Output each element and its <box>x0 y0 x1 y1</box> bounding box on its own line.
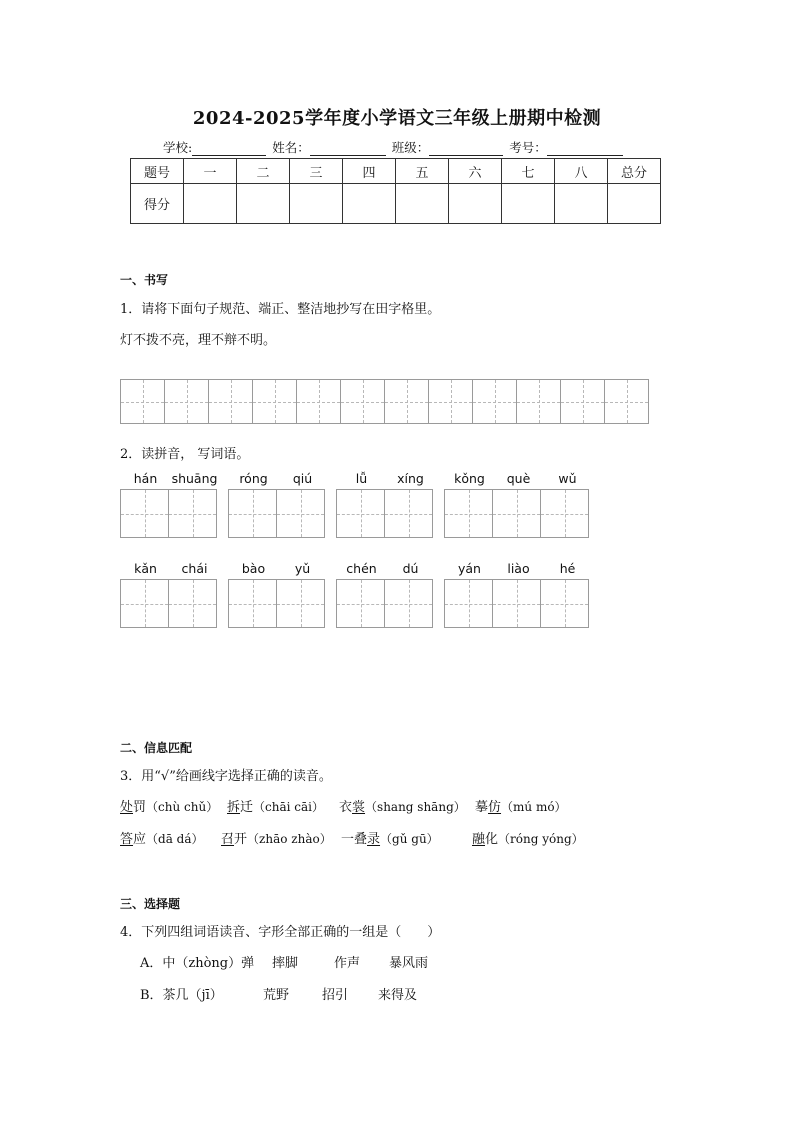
tianzige-cell[interactable] <box>492 579 541 628</box>
pinyin-label: chén <box>346 561 377 576</box>
name-blank[interactable] <box>310 142 386 156</box>
pinyin-choices[interactable]: （dā dá） <box>146 832 204 846</box>
score-table-header-row <box>131 159 661 184</box>
tianzige-cell[interactable] <box>276 579 325 628</box>
section2-heading: 二、信息匹配 <box>120 741 193 755</box>
tianzige-cell[interactable] <box>604 379 649 424</box>
underlined-char: 召 <box>221 832 235 847</box>
tianzige-cell[interactable] <box>340 379 385 424</box>
pinyin-label: kǎn <box>134 561 157 576</box>
underlined-char: 拆 <box>227 800 241 815</box>
pinyin-choices[interactable]: （mú mó） <box>501 800 567 814</box>
question-4: 4．下列四组词语读音、字形全部正确的一组是（ ） <box>120 925 441 940</box>
tianzige-cell[interactable] <box>296 379 341 424</box>
tianzige-cell[interactable] <box>276 489 325 538</box>
option-a-word-4: 暴风雨 <box>389 956 429 971</box>
score-header-cell: 七 <box>502 159 555 184</box>
question-2: 2．读拼音， 写词语。 <box>120 447 250 462</box>
pinyin-group <box>121 471 219 538</box>
question-1: 1．请将下面句子规范、端正、整洁地抄写在田字格里。 <box>120 302 441 317</box>
option-a-word-2: 摔脚 <box>272 956 299 971</box>
tianzige-cell[interactable] <box>516 379 561 424</box>
pinyin-label: chái <box>181 561 208 576</box>
score-cell[interactable] <box>608 184 661 224</box>
score-header-cell: 八 <box>555 159 608 184</box>
class-blank[interactable] <box>429 142 503 156</box>
score-cell[interactable] <box>184 184 237 224</box>
pinyin-label: hán <box>133 471 158 486</box>
reading-item <box>227 796 324 815</box>
score-cell[interactable] <box>502 184 555 224</box>
question-3: 3．用“√”给画线字选择正确的读音。 <box>120 769 332 784</box>
pinyin-label: hé <box>559 561 576 576</box>
exam-no-blank[interactable] <box>547 142 623 156</box>
score-cell[interactable] <box>449 184 502 224</box>
pinyin-group <box>337 471 435 538</box>
pinyin-choices[interactable]: （gǔ gū） <box>380 832 439 846</box>
pinyin-label: shuāng <box>171 471 218 486</box>
tianzige-cell[interactable] <box>228 579 277 628</box>
tianzige-cell[interactable] <box>120 379 165 424</box>
word-prefix: 衣 <box>339 800 353 815</box>
score-header-cell: 一 <box>184 159 237 184</box>
score-header-cell: 六 <box>449 159 502 184</box>
score-cell[interactable] <box>396 184 449 224</box>
option-b-word-2: 荒野 <box>263 988 290 1003</box>
option-b-word-4: 来得及 <box>378 988 418 1003</box>
pinyin-group <box>121 561 219 628</box>
tianzige-cell[interactable] <box>120 579 169 628</box>
underlined-char: 仿 <box>488 800 502 815</box>
pinyin-label: liào <box>507 561 530 576</box>
reading-item <box>472 828 584 847</box>
underlined-char: 录 <box>367 832 381 847</box>
pinyin-label: yǔ <box>294 561 311 576</box>
score-cell[interactable] <box>237 184 290 224</box>
tianzige-cell[interactable] <box>384 489 433 538</box>
pinyin-choices[interactable]: （róng yóng） <box>498 832 584 846</box>
option-b[interactable] <box>140 984 223 1003</box>
section1-heading: 一、书写 <box>120 273 169 287</box>
pinyin-group <box>229 471 327 538</box>
pinyin-label: bào <box>241 561 266 576</box>
option-a-word-1: A．中（zhòng）弹 <box>140 956 255 971</box>
score-header-cell: 二 <box>237 159 290 184</box>
student-info-line <box>163 138 625 156</box>
school-label: 学校: <box>163 140 193 155</box>
tianzige-cell[interactable] <box>228 489 277 538</box>
tianzige-cell[interactable] <box>168 489 217 538</box>
underlined-char: 处 <box>120 800 134 815</box>
copy-grid[interactable] <box>121 379 649 424</box>
reading-item <box>339 796 466 815</box>
word-rest: 开 <box>234 832 248 847</box>
score-header-cell: 总分 <box>608 159 661 184</box>
tianzige-cell[interactable] <box>120 489 169 538</box>
tianzige-cell[interactable] <box>560 379 605 424</box>
tianzige-cell[interactable] <box>384 579 433 628</box>
score-cell[interactable] <box>343 184 396 224</box>
option-b-word-1: B．茶几（jī） <box>140 988 223 1003</box>
tianzige-cell[interactable] <box>428 379 473 424</box>
score-table <box>130 158 661 224</box>
pinyin-label: xíng <box>397 471 424 486</box>
tianzige-cell[interactable] <box>336 579 385 628</box>
word-rest: 罚 <box>133 800 147 815</box>
class-label: 班级： <box>391 140 430 155</box>
tianzige-cell[interactable] <box>540 579 589 628</box>
pinyin-choices[interactable]: （shang shāng） <box>365 800 466 814</box>
tianzige-cell[interactable] <box>540 489 589 538</box>
underlined-char: 裳 <box>352 800 366 815</box>
tianzige-cell[interactable] <box>336 489 385 538</box>
reading-item <box>475 796 567 815</box>
pinyin-choices[interactable]: （chāi cāi） <box>253 800 325 814</box>
tianzige-cell[interactable] <box>164 379 209 424</box>
reading-item <box>120 796 218 815</box>
pinyin-label: róng <box>239 471 268 486</box>
reading-item <box>120 828 204 847</box>
pinyin-choices[interactable]: （chù chǔ） <box>146 800 219 814</box>
word-prefix: 一叠 <box>341 832 368 847</box>
word-rest: 应 <box>133 832 147 847</box>
score-header-cell: 题号 <box>131 159 184 184</box>
tianzige-cell[interactable] <box>168 579 217 628</box>
score-cell[interactable] <box>290 184 343 224</box>
option-b-word-3: 招引 <box>322 988 349 1003</box>
pinyin-choices[interactable]: （zhāo zhào） <box>247 832 332 846</box>
pinyin-label: lǚ <box>355 471 368 486</box>
name-label: 姓名： <box>272 140 310 155</box>
word-rest: 化 <box>485 832 499 847</box>
tianzige-cell[interactable] <box>444 579 493 628</box>
section3-heading: 三、选择题 <box>120 897 181 911</box>
pinyin-label: qiú <box>292 471 313 486</box>
pinyin-group <box>229 561 327 628</box>
underlined-char: 答 <box>120 832 134 847</box>
score-row-label: 得分 <box>131 184 184 224</box>
pinyin-group <box>337 561 435 628</box>
pinyin-label: què <box>506 471 531 486</box>
option-a[interactable] <box>140 952 254 971</box>
pinyin-label: wǔ <box>558 471 577 486</box>
tianzige-cell[interactable] <box>444 489 493 538</box>
score-header-cell: 四 <box>343 159 396 184</box>
score-cell[interactable] <box>555 184 608 224</box>
exam-no-label: 考号： <box>509 140 547 155</box>
reading-item <box>221 828 332 847</box>
tianzige-cell[interactable] <box>492 489 541 538</box>
tianzige-cell[interactable] <box>208 379 253 424</box>
pinyin-group <box>445 471 592 538</box>
word-prefix: 摹 <box>475 800 489 815</box>
score-header-cell: 五 <box>396 159 449 184</box>
tianzige-cell[interactable] <box>384 379 429 424</box>
word-rest: 迁 <box>240 800 254 815</box>
pinyin-label: kǒng <box>454 471 485 486</box>
page-title: 2024-2025学年度小学语文三年级上册期中检测 <box>192 108 602 129</box>
tianzige-cell[interactable] <box>252 379 297 424</box>
option-a-word-3: 作声 <box>334 956 361 971</box>
pinyin-label: dú <box>402 561 419 576</box>
underlined-char: 融 <box>472 832 486 847</box>
reading-item <box>341 828 439 847</box>
pinyin-label: yán <box>458 561 481 576</box>
tianzige-cell[interactable] <box>472 379 517 424</box>
score-table-score-row <box>131 184 661 224</box>
copy-sentence: 灯不拨不亮，理不辩不明。 <box>120 333 277 348</box>
score-header-cell: 三 <box>290 159 343 184</box>
school-blank[interactable] <box>192 142 266 156</box>
pinyin-group <box>445 561 592 628</box>
